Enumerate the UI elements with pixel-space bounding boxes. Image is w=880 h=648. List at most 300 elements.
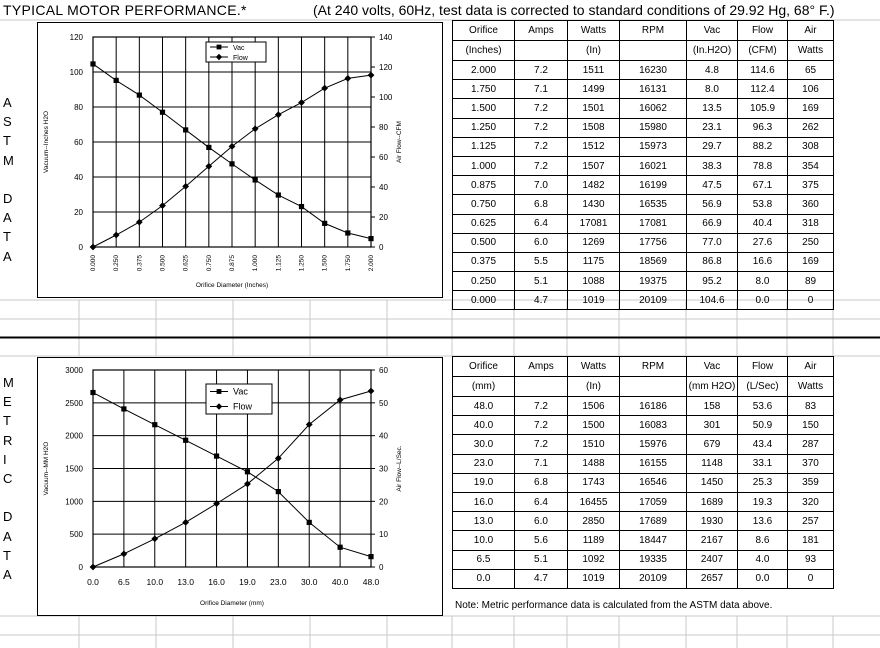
table-cell: 89 (788, 272, 834, 291)
table-cell: 6.4 (515, 492, 568, 511)
table-cell: Watts (788, 41, 834, 61)
section-letter: T (3, 547, 11, 563)
data-point-vac (338, 545, 343, 550)
data-point-vac (183, 127, 188, 132)
table-cell: 150 (788, 416, 834, 435)
table-cell: 1507 (568, 156, 620, 175)
table-cell: 181 (788, 531, 834, 550)
table-row (453, 454, 834, 473)
table-cell: 7.2 (515, 435, 568, 454)
table-cell: 96.3 (738, 118, 788, 137)
x-tick-label: 13.0 (177, 577, 194, 587)
y-axis-title: Vacuum--MM H2O (43, 441, 50, 496)
table-cell: 4.8 (687, 61, 738, 80)
table-cell: 0.875 (453, 176, 515, 195)
metric-chart-frame (37, 357, 443, 616)
table-cell: Flow (738, 21, 788, 41)
section-letter: S (3, 114, 12, 130)
table-cell: 1088 (568, 272, 620, 291)
table-cell: 48.0 (453, 397, 515, 416)
table-header-row (453, 41, 834, 61)
table-row (453, 99, 834, 118)
table-row (453, 397, 834, 416)
table-cell: 6.5 (453, 550, 515, 569)
x-tick-label: 0.625 (182, 255, 190, 272)
y2-tick-label: 20 (379, 497, 388, 507)
y2-axis-title: Air Flow--CFM (396, 121, 403, 163)
table-cell: 104.6 (687, 291, 738, 310)
y2-tick-label: 140 (379, 33, 393, 42)
legend-marker (217, 45, 222, 50)
table-cell: 16131 (620, 80, 687, 99)
table-cell: 0.0 (738, 291, 788, 310)
table-cell: 2657 (687, 569, 738, 588)
section-letter: C (3, 471, 13, 486)
table-cell: 86.8 (687, 252, 738, 271)
table-cell: Amps (515, 21, 568, 41)
x-tick-label: 1.250 (298, 255, 306, 272)
table-cell: 20109 (620, 291, 687, 310)
x-tick-label: 0.500 (159, 255, 167, 272)
y-tick-label: 20 (74, 208, 83, 217)
table-cell: Vac (687, 21, 738, 41)
data-point-flow (321, 85, 328, 92)
x-tick-label: 48.0 (362, 577, 380, 587)
table-cell: 114.6 (738, 61, 788, 80)
table-cell: 7.2 (515, 61, 568, 80)
x-tick-label: 23.0 (270, 577, 287, 587)
table-cell: 1019 (568, 291, 620, 310)
table-cell: 8.0 (738, 272, 788, 291)
table-cell: 16062 (620, 99, 687, 118)
table-cell: 250 (788, 233, 834, 252)
y-tick-label: 0 (78, 563, 83, 572)
data-point-vac (229, 161, 234, 166)
table-cell: 5.5 (515, 252, 568, 271)
table-cell: 1269 (568, 233, 620, 252)
table-cell: 17081 (620, 214, 687, 233)
table-cell: Flow (738, 357, 788, 377)
table-cell: 7.2 (515, 416, 568, 435)
table-cell: 7.2 (515, 118, 568, 137)
table-cell: Amps (515, 357, 568, 377)
title-bar (0, 0, 880, 20)
table-cell: 262 (788, 118, 834, 137)
table-cell: 7.1 (515, 454, 568, 473)
data-point-vac (152, 422, 157, 427)
data-point-vac (368, 554, 373, 559)
table-cell: 7.2 (515, 397, 568, 416)
y-tick-label: 120 (69, 33, 83, 42)
y-axis-title: Vacuum--Inches H2O (43, 110, 50, 174)
table-cell: 1430 (568, 195, 620, 214)
astm-chart-frame (37, 22, 443, 298)
table-cell: 360 (788, 195, 834, 214)
data-point-vac (214, 453, 219, 458)
section-letter: D (3, 191, 13, 206)
table-cell: 1510 (568, 435, 620, 454)
table-cell: 0.625 (453, 214, 515, 233)
table-cell: Vac (687, 357, 738, 377)
table-cell: 1512 (568, 137, 620, 156)
table-cell: (In.H2O) (687, 41, 738, 61)
section-letter: T (3, 229, 11, 245)
table-row (453, 473, 834, 492)
table-cell: 19375 (620, 272, 687, 291)
table-cell (620, 377, 687, 397)
table-cell: 6.8 (515, 195, 568, 214)
table-cell: (Inches) (453, 41, 515, 61)
table-cell: (mm) (453, 377, 515, 397)
table-cell: 53.8 (738, 195, 788, 214)
table-cell: 16186 (620, 397, 687, 416)
table-row (453, 156, 834, 175)
table-cell: 16230 (620, 61, 687, 80)
data-point-flow (120, 550, 127, 557)
table-row (453, 435, 834, 454)
x-tick-label: 6.5 (117, 577, 130, 587)
y2-tick-label: 100 (379, 93, 393, 102)
data-point-vac (183, 438, 188, 443)
y2-tick-label: 60 (379, 153, 388, 162)
table-cell: 106 (788, 80, 834, 99)
legend-marker (217, 389, 222, 394)
metric-data-table (452, 356, 834, 589)
table-cell: Air (788, 21, 834, 41)
y-tick-label: 1000 (65, 497, 83, 507)
section-letter: A (3, 95, 12, 110)
x-axis-title: Orifice Diameter (Inches) (195, 282, 269, 289)
table-cell: 287 (788, 435, 834, 454)
table-cell: 1488 (568, 454, 620, 473)
y2-tick-label: 80 (379, 123, 388, 132)
table-cell: 6.0 (515, 512, 568, 531)
table-cell: 67.1 (738, 176, 788, 195)
table-cell: 5.1 (515, 272, 568, 291)
series-line-flow (93, 391, 371, 567)
astm-data-table (452, 20, 834, 310)
y-tick-label: 80 (74, 103, 83, 112)
table-cell: 5.1 (515, 550, 568, 569)
metric-performance-chart (38, 358, 442, 615)
table-row (453, 137, 834, 156)
table-cell: 16021 (620, 156, 687, 175)
table-cell: Air (788, 357, 834, 377)
table-cell: 95.2 (687, 272, 738, 291)
section-letter: E (3, 394, 12, 410)
table-cell: 7.1 (515, 80, 568, 99)
table-cell: 17081 (568, 214, 620, 233)
x-tick-label: 0.250 (113, 255, 121, 272)
data-point-vac (206, 145, 211, 150)
metric-note: Note: Metric performance data is calculated from the ASTM data above. (455, 600, 773, 611)
table-row (453, 233, 834, 252)
table-cell: (In) (568, 377, 620, 397)
table-row (453, 492, 834, 511)
table-row (453, 531, 834, 550)
table-cell: 33.1 (738, 454, 788, 473)
table-row (453, 272, 834, 291)
y2-tick-label: 10 (379, 530, 388, 540)
table-cell: 0.375 (453, 252, 515, 271)
table-cell: 2.000 (453, 61, 515, 80)
table-cell: 30.0 (453, 435, 515, 454)
table-cell: 16.0 (453, 492, 515, 511)
x-axis-title: Orifice Diameter (mm) (200, 600, 264, 607)
x-tick-label: 1.000 (252, 255, 260, 272)
x-tick-label: 40.0 (331, 577, 349, 587)
y2-tick-label: 20 (379, 213, 388, 222)
table-cell: 23.1 (687, 118, 738, 137)
table-cell: 7.2 (515, 99, 568, 118)
table-cell: 17059 (620, 492, 687, 511)
table-cell: 13.6 (738, 512, 788, 531)
table-cell: 1689 (687, 492, 738, 511)
data-point-flow (368, 72, 375, 79)
table-cell: 1.125 (453, 137, 515, 156)
table-cell: 15980 (620, 118, 687, 137)
x-tick-label: 1.500 (321, 255, 329, 272)
x-tick-label: 0.750 (205, 255, 213, 272)
table-cell: 56.9 (687, 195, 738, 214)
table-cell: 40.4 (738, 214, 788, 233)
table-cell: 1482 (568, 176, 620, 195)
table-cell: 1743 (568, 473, 620, 492)
table-cell: 1148 (687, 454, 738, 473)
table-cell: RPM (620, 21, 687, 41)
table-cell: 43.4 (738, 435, 788, 454)
y2-tick-label: 0 (379, 243, 384, 252)
y2-tick-label: 30 (379, 464, 388, 474)
data-point-flow (298, 99, 305, 106)
data-point-vac (121, 406, 126, 411)
table-cell: 16455 (568, 492, 620, 511)
table-cell: (L/Sec) (738, 377, 788, 397)
table-cell: 20109 (620, 569, 687, 588)
table-cell: 17756 (620, 233, 687, 252)
table-cell: 0.500 (453, 233, 515, 252)
table-row (453, 512, 834, 531)
table-cell: 0.750 (453, 195, 515, 214)
data-point-vac (345, 230, 350, 235)
table-cell: 0.250 (453, 272, 515, 291)
table-cell (620, 41, 687, 61)
table-cell: 2167 (687, 531, 738, 550)
y-tick-label: 500 (69, 530, 83, 540)
table-cell: 0.0 (738, 569, 788, 588)
table-cell: 4.0 (738, 550, 788, 569)
data-point-vac (307, 520, 312, 525)
table-header-row (453, 21, 834, 41)
y2-tick-label: 40 (379, 183, 388, 192)
legend-label: Vac (233, 45, 245, 52)
x-tick-label: 30.0 (300, 577, 318, 587)
table-cell: 6.8 (515, 473, 568, 492)
legend-label: Flow (233, 401, 253, 412)
table-cell: 15973 (620, 137, 687, 156)
y2-tick-label: 0 (379, 563, 384, 572)
table-cell: 1930 (687, 512, 738, 531)
y-tick-label: 1500 (65, 464, 83, 474)
x-tick-label: 1.125 (275, 254, 283, 272)
section-letter: A (3, 528, 12, 544)
table-cell: 2407 (687, 550, 738, 569)
table-cell: 18569 (620, 252, 687, 271)
table-cell: 1019 (568, 569, 620, 588)
table-cell: 8.0 (687, 80, 738, 99)
table-row (453, 118, 834, 137)
table-cell: 38.3 (687, 156, 738, 175)
table-cell: (CFM) (738, 41, 788, 61)
table-cell: 301 (687, 416, 738, 435)
table-cell: 112.4 (738, 80, 788, 99)
data-point-vac (114, 78, 119, 83)
table-cell: 6.4 (515, 214, 568, 233)
table-cell: 19.0 (453, 473, 515, 492)
table-cell: 16199 (620, 176, 687, 195)
table-cell: 15976 (620, 435, 687, 454)
table-cell: 88.2 (738, 137, 788, 156)
table-cell: 354 (788, 156, 834, 175)
y2-axis-title: Air Flow--L/Sec. (396, 445, 403, 492)
table-cell: 53.6 (738, 397, 788, 416)
table-cell: 25.3 (738, 473, 788, 492)
data-point-flow (90, 244, 97, 251)
table-cell: 40.0 (453, 416, 515, 435)
table-cell: 1189 (568, 531, 620, 550)
table-cell: 16535 (620, 195, 687, 214)
table-row (453, 291, 834, 310)
data-point-vac (160, 110, 165, 115)
table-cell: 1.000 (453, 156, 515, 175)
table-cell: 18447 (620, 531, 687, 550)
section-letter: R (3, 432, 13, 448)
table-row (453, 61, 834, 80)
x-tick-label: 0.0 (87, 577, 99, 587)
page-subtitle: (At 240 volts, 60Hz, test data is corrected to standard conditions of 29.92 Hg, 68° F.) (313, 2, 835, 18)
table-cell: 19.3 (738, 492, 788, 511)
y-tick-label: 60 (74, 138, 83, 147)
x-tick-label: 10.0 (146, 577, 164, 587)
table-cell: 375 (788, 176, 834, 195)
legend-label: Flow (233, 55, 248, 62)
x-tick-label: 19.0 (239, 577, 256, 587)
table-cell (515, 41, 568, 61)
table-cell: 105.9 (738, 99, 788, 118)
table-header-row (453, 357, 834, 377)
table-cell: RPM (620, 357, 687, 377)
data-point-flow (113, 232, 120, 239)
table-cell: 65 (788, 61, 834, 80)
data-point-vac (253, 177, 258, 182)
section-letter: A (3, 248, 12, 264)
table-cell: 308 (788, 137, 834, 156)
table-cell: 66.9 (687, 214, 738, 233)
table-cell: 0.0 (453, 569, 515, 588)
table-row (453, 569, 834, 588)
section-letter: A (3, 567, 12, 582)
y-tick-label: 2500 (65, 398, 83, 408)
y2-tick-label: 40 (379, 431, 388, 441)
x-tick-label: 0.000 (90, 255, 97, 272)
table-cell: 257 (788, 512, 834, 531)
table-cell: 1501 (568, 99, 620, 118)
table-cell: 679 (687, 435, 738, 454)
data-point-vac (90, 390, 95, 395)
table-cell: 6.0 (515, 233, 568, 252)
table-cell: 93 (788, 550, 834, 569)
data-point-flow (136, 219, 143, 226)
x-tick-label: 0.875 (229, 255, 236, 272)
table-cell: 8.6 (738, 531, 788, 550)
x-tick-label: 0.375 (136, 255, 144, 272)
table-cell: 370 (788, 454, 834, 473)
table-cell: 320 (788, 492, 834, 511)
table-cell: 169 (788, 99, 834, 118)
table-cell (515, 377, 568, 397)
table-cell: 27.6 (738, 233, 788, 252)
section-letter: T (3, 413, 11, 429)
table-cell: Orifice (453, 357, 515, 377)
table-cell: 169 (788, 252, 834, 271)
table-cell: Watts (788, 377, 834, 397)
table-cell: 7.0 (515, 176, 568, 195)
table-cell: 1499 (568, 80, 620, 99)
y-tick-label: 40 (74, 173, 83, 182)
table-cell: (In) (568, 41, 620, 61)
table-cell: 77.0 (687, 233, 738, 252)
table-cell: 16.6 (738, 252, 788, 271)
table-cell: 1175 (568, 252, 620, 271)
data-point-flow (275, 111, 282, 118)
data-point-vac (137, 93, 142, 98)
table-cell: 1.500 (453, 99, 515, 118)
table-cell: 1.750 (453, 80, 515, 99)
table-cell: 4.7 (515, 291, 568, 310)
table-row (453, 550, 834, 569)
y2-tick-label: 60 (379, 366, 388, 375)
table-cell: 78.8 (738, 156, 788, 175)
x-tick-label: 16.0 (208, 577, 225, 587)
table-cell: 50.9 (738, 416, 788, 435)
y-tick-label: 3000 (65, 366, 83, 375)
y-tick-label: 0 (78, 243, 83, 252)
table-cell: 13.5 (687, 99, 738, 118)
table-cell: 13.0 (453, 512, 515, 531)
data-point-vac (90, 61, 95, 66)
data-point-flow (151, 535, 158, 542)
data-point-vac (322, 221, 327, 226)
x-tick-label: 1.750 (344, 255, 352, 272)
table-cell: 16083 (620, 416, 687, 435)
table-cell: 10.0 (453, 531, 515, 550)
table-cell: 5.6 (515, 531, 568, 550)
table-cell: 1092 (568, 550, 620, 569)
table-cell: 1508 (568, 118, 620, 137)
table-cell: 318 (788, 214, 834, 233)
section-letter: T (3, 133, 11, 149)
table-cell: 23.0 (453, 454, 515, 473)
table-cell: Watts (568, 357, 620, 377)
table-cell: 16546 (620, 473, 687, 492)
table-row (453, 416, 834, 435)
table-cell: Orifice (453, 21, 515, 41)
table-cell: 47.5 (687, 176, 738, 195)
table-cell: 0.000 (453, 291, 515, 310)
data-point-flow (90, 564, 97, 571)
table-cell: 2850 (568, 512, 620, 531)
table-cell: (mm H2O) (687, 377, 738, 397)
